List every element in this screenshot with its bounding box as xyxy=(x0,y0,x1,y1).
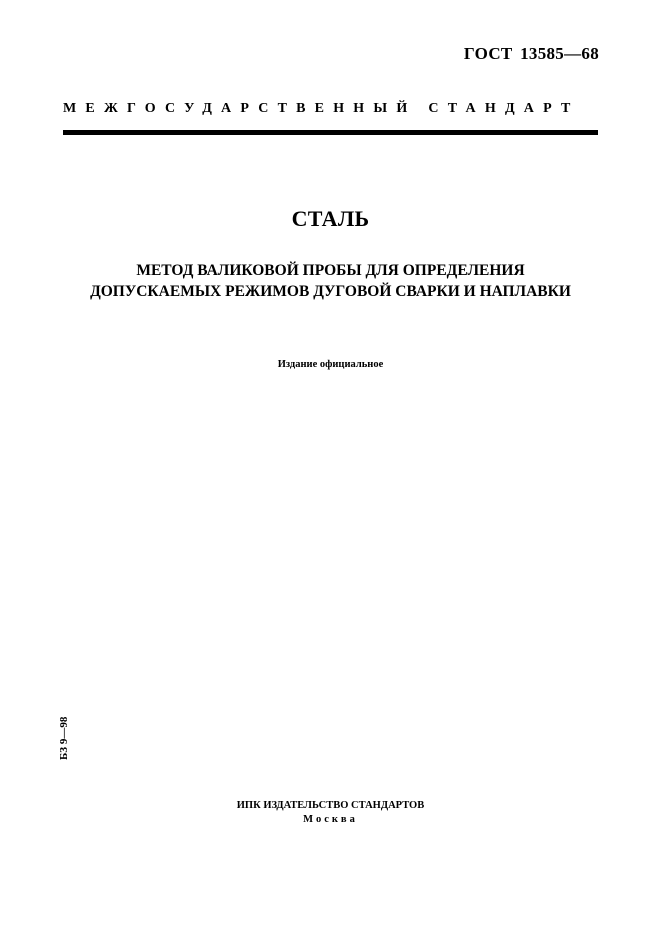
side-code-label: БЗ 9—98 xyxy=(58,716,70,760)
subtitle-line-2: ДОПУСКАЕМЫХ РЕЖИМОВ ДУГОВОЙ СВАРКИ И НАПЛАВКИ xyxy=(90,283,571,300)
publisher-name: ИПК ИЗДАТЕЛЬСТВО СТАНДАРТОВ xyxy=(236,800,425,811)
subtitle-line-1: МЕТОД ВАЛИКОВОЙ ПРОБЫ ДЛЯ ОПРЕДЕЛЕНИЯ xyxy=(136,262,525,279)
horizontal-rule xyxy=(63,130,598,135)
publisher-block xyxy=(0,799,661,827)
interstate-word: МЕЖГОСУДАРСТВЕННЫЙ xyxy=(63,101,417,116)
document-subtitle xyxy=(0,260,661,302)
gost-number: ГОСТ 13585—68 xyxy=(463,44,599,63)
publisher-city: Москва xyxy=(303,814,358,825)
interstate-standard-heading xyxy=(63,101,598,117)
standard-word: СТАНДАРТ xyxy=(428,101,580,116)
edition-label: Издание официальное xyxy=(277,359,384,370)
document-title: СТАЛЬ xyxy=(291,206,370,231)
